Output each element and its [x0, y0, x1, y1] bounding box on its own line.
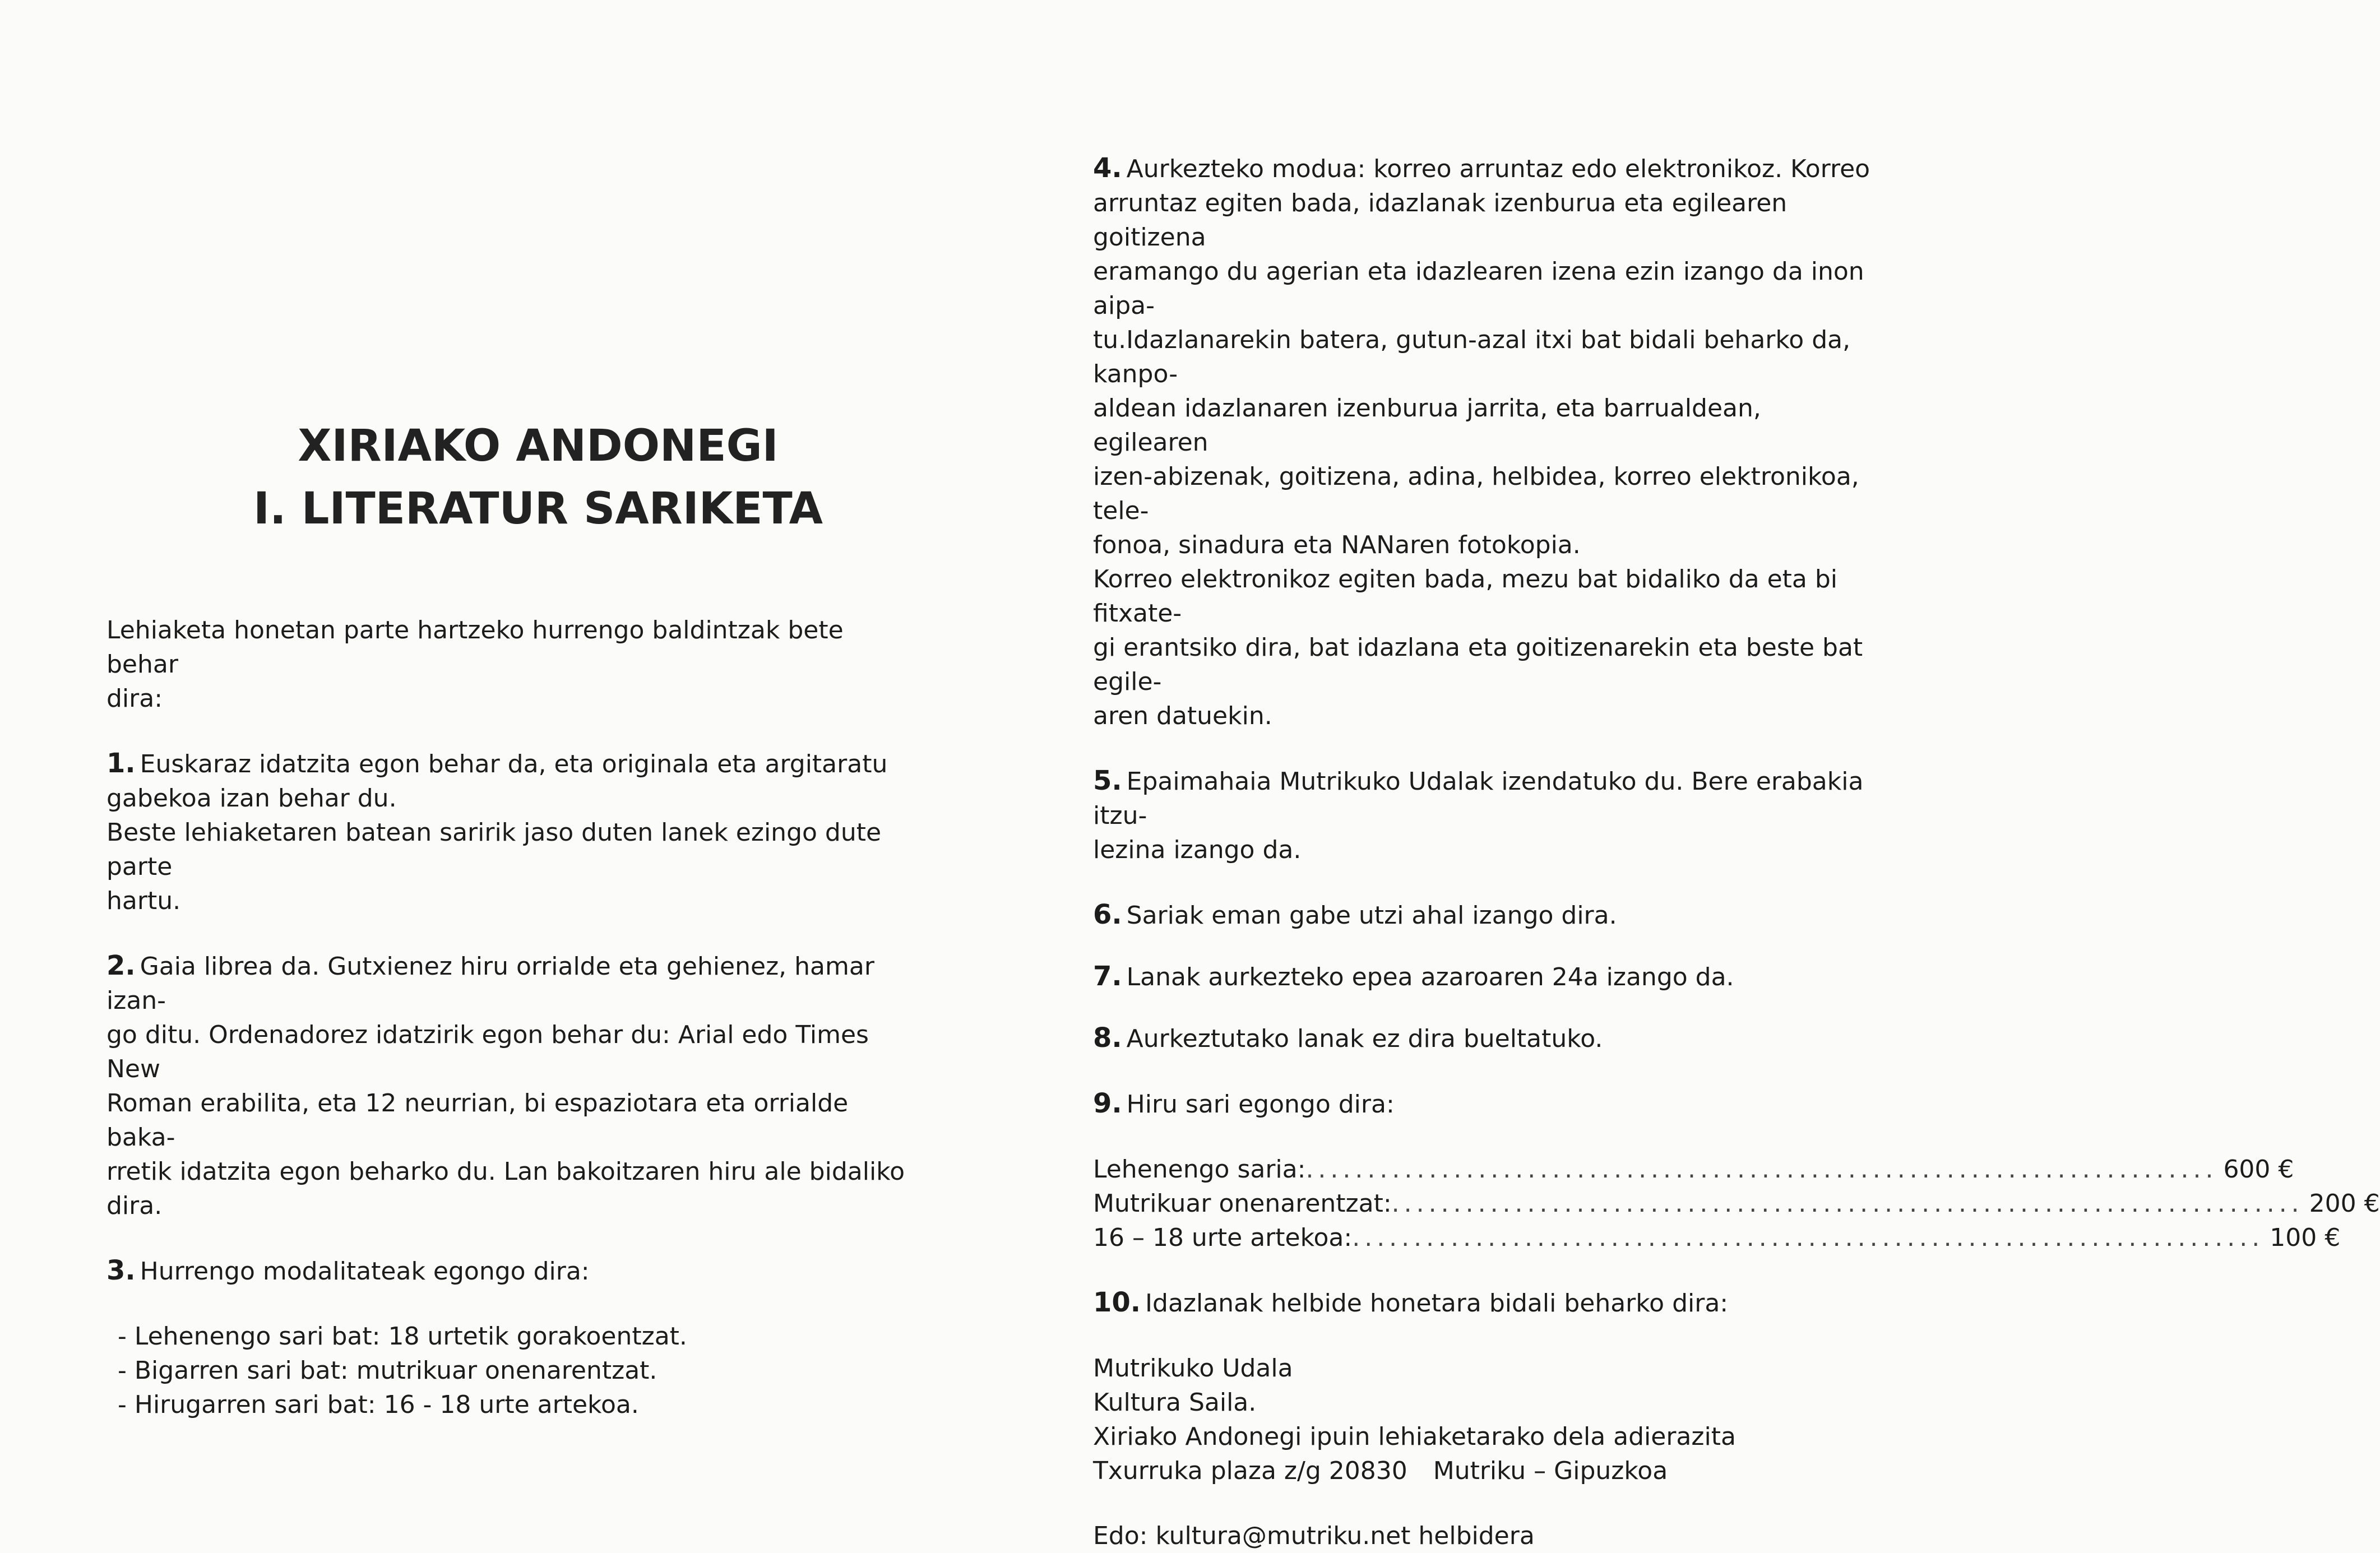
condition-number: 9. — [1093, 1088, 1122, 1119]
intro-text: Lehiaketa honetan parte hartzeko hurrengo baldintzak bete behar dira: — [107, 616, 844, 713]
condition-5 — [1093, 764, 1878, 867]
address-line-4 — [1093, 1454, 1878, 1488]
left-column — [107, 415, 908, 1422]
postal-address — [1093, 1351, 1878, 1488]
email-line: Edo: kultura@mutriku.net helbidera — [1093, 1522, 1535, 1550]
condition-number: 3. — [107, 1255, 136, 1286]
condition-3 — [107, 1254, 908, 1288]
list-item: - Lehenengo sari bat: 18 urtetik gorakoentzat. — [118, 1322, 687, 1351]
condition-6 — [1093, 898, 1878, 933]
condition-9 — [1093, 1087, 1878, 1121]
address-street: Txurruka plaza z/g 20830 — [1093, 1457, 1407, 1485]
address-city: Mutriku – Gipuzkoa — [1433, 1457, 1668, 1485]
prize-label: Mutrikuar onenarentzat: — [1093, 1189, 1392, 1218]
condition-7 — [1093, 959, 1878, 994]
condition-text: Lanak aurkezteko epea azaroaren 24a izango da. — [1126, 963, 1734, 991]
prize-amount: 100 € — [2270, 1223, 2341, 1252]
condition-text: Epaimahaia Mutrikuko Udalak izendatuko du. Bere erabakia itzu- lezina izango da. — [1093, 767, 1864, 864]
condition-text: Aurkezteko modua: korreo arruntaz edo elektronikoz. Korreo arruntaz egiten bada, idazlanak izenburua eta egilearen goitizena eramango du agerian eta idazlearen izena ezin izango da inon aipa- tu.Idazlanarekin batera, gutun-azal itxi bat bidali beharko da, kanpo- aldean idazlanaren izenburua jarrita, eta barrualdean, egilearen izen-abizenak, goitizena, adina, helbidea, korreo elektronikoa, tele- fonoa, sinadura eta NANaren fotokopia. Korreo elektronikoz egiten bada, mezu bat bidaliko da eta bi fitxate- gi erantsiko dira, bat idazlana eta goitizenarekin eta beste bat egile- aren datuekin. — [1093, 155, 1870, 730]
condition-number: 10. — [1093, 1287, 1141, 1318]
condition-text: Hurrengo modalitateak egongo dira: — [140, 1257, 590, 1286]
address-line: Xiriako Andonegi ipuin lehiaketarako dela adierazita — [1093, 1422, 1736, 1451]
page-title — [107, 415, 908, 540]
prize-label: Lehenengo saria: — [1093, 1155, 1306, 1184]
condition-4 — [1093, 151, 1878, 733]
address-line: Mutrikuko Udala — [1093, 1354, 1293, 1383]
prize-amount: 600 € — [2223, 1155, 2294, 1184]
condition-text: Idazlanak helbide honetara bidali beharko dira: — [1145, 1289, 1729, 1318]
condition-number: 8. — [1093, 1022, 1122, 1054]
prize-table — [1093, 1152, 2380, 1255]
condition-text: Sariak eman gabe utzi ahal izango dira. — [1126, 901, 1617, 930]
condition-number: 6. — [1093, 899, 1122, 930]
prize-amount: 200 € — [2309, 1189, 2380, 1218]
condition-number: 5. — [1093, 765, 1122, 796]
list-item: - Hirugarren sari bat: 16 - 18 urte artekoa. — [118, 1390, 639, 1419]
prize-label: 16 – 18 urte artekoa: — [1093, 1223, 1353, 1252]
condition-text: Gaia librea da. Gutxienez hiru orrialde eta gehienez, hamar izan- go ditu. Ordenadorez idatzirik egon behar du: Arial edo Times New Roman erabilita, eta 12 neurrian, bi espaziotara eta orrialde baka- rretik idatzita egon beharko du. Lan bakoitzaren hiru ale bidaliko dira. — [107, 952, 905, 1220]
modalities-list — [118, 1319, 908, 1422]
condition-2 — [107, 949, 908, 1223]
condition-number: 2. — [107, 950, 136, 981]
condition-number: 7. — [1093, 961, 1122, 992]
right-column — [1093, 151, 2380, 1553]
condition-text: Aurkeztutako lanak ez dira bueltatuko. — [1126, 1024, 1603, 1053]
prize-row — [1093, 1221, 2341, 1255]
address-line: Kultura Saila. — [1093, 1388, 1257, 1417]
condition-number: 1. — [107, 748, 136, 779]
condition-text: Hiru sari egongo dira: — [1126, 1090, 1395, 1119]
condition-number: 4. — [1093, 152, 1122, 184]
title-line-2: I. LITERATUR SARIKETA — [253, 484, 823, 534]
prize-row — [1093, 1186, 2380, 1221]
leader-dots: .......................................................................... — [1391, 1189, 2304, 1218]
title-line-1: XIRIAKO ANDONEGI — [298, 421, 779, 471]
condition-10 — [1093, 1286, 1878, 1320]
leader-dots: .......................................................................... — [1305, 1155, 2218, 1184]
leader-dots: .......................................................................... — [1352, 1223, 2265, 1252]
condition-8 — [1093, 1021, 1878, 1056]
list-item: - Bigarren sari bat: mutrikuar onenarentzat. — [118, 1356, 657, 1385]
condition-text: Euskaraz idatzita egon behar da, eta originala eta argitaratu gabekoa izan behar du. Beste lehiaketaren batean saririk jaso duten lanek ezingo dute parte hartu. — [107, 750, 888, 915]
condition-1 — [107, 747, 908, 918]
prize-row — [1093, 1152, 2294, 1186]
